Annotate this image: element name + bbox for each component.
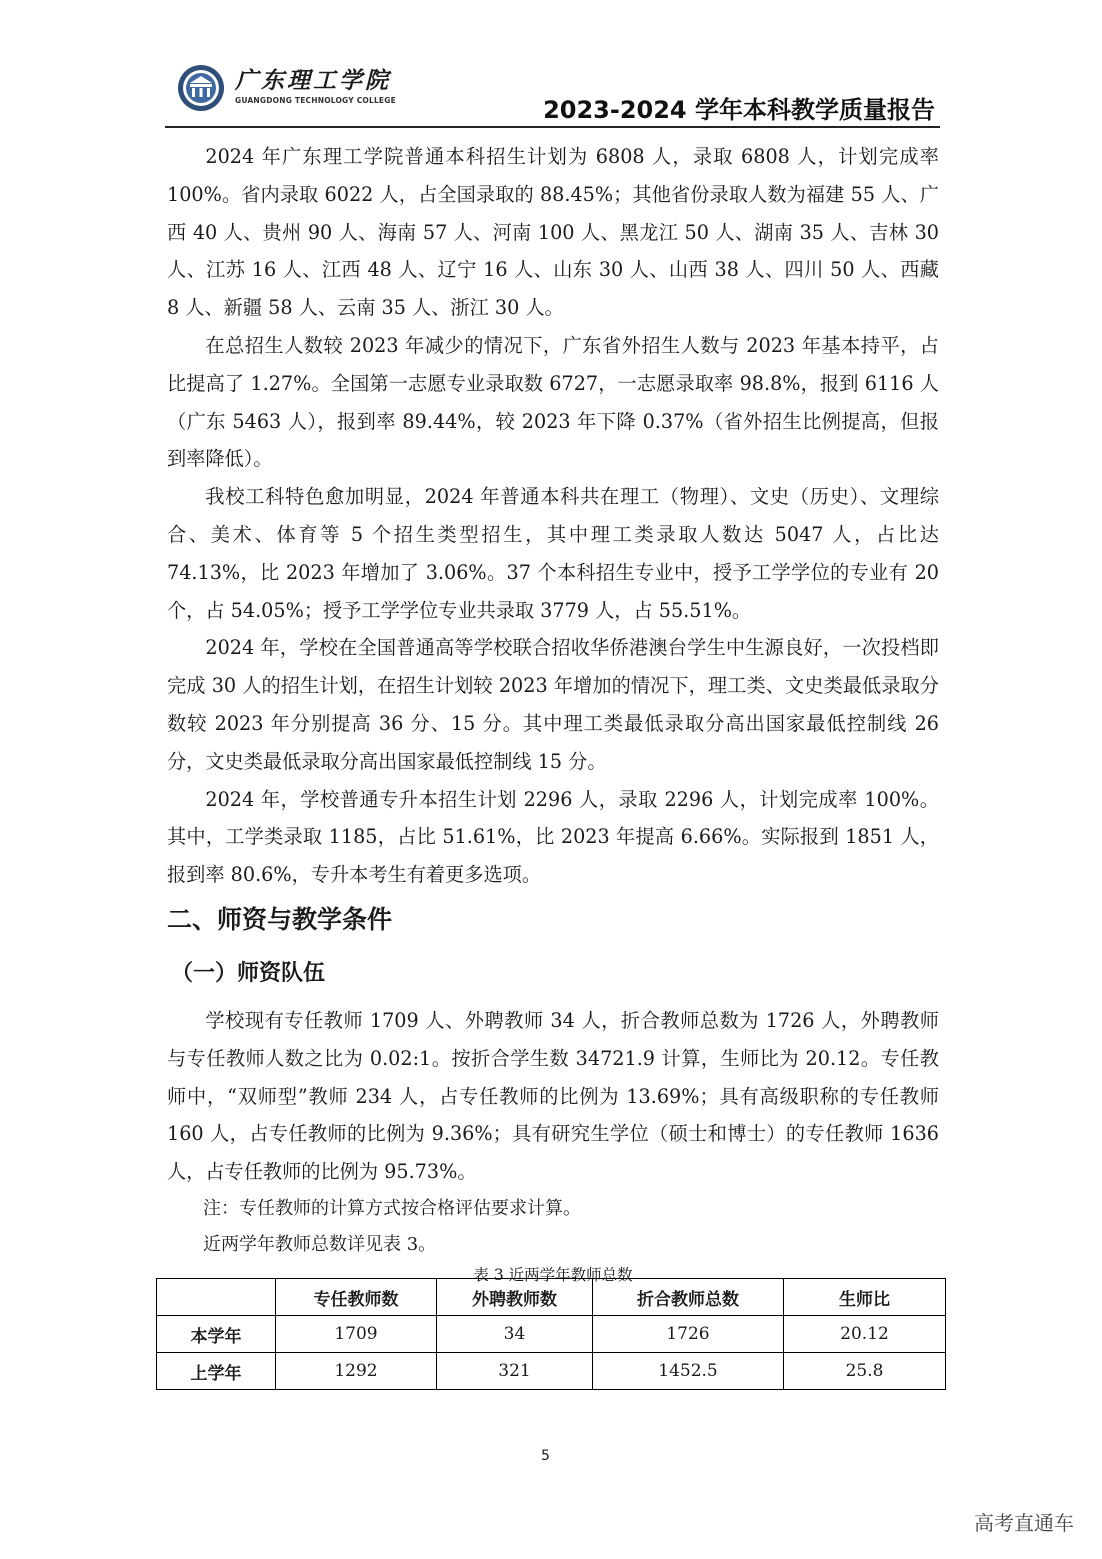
page-content <box>167 138 939 1287</box>
page-number: 5 <box>541 1448 550 1464</box>
table-cell: 1726 <box>593 1316 784 1353</box>
paragraph-faculty: 学校现有专任教师 1709 人、外聘教师 34 人，折合教师总数为 1726 人，外聘教师与专任教师人数之比为 0.02:1。按折合学生数 34721.9 计算，生师比为 20.12。专任教师中，“双师型”教师 234 人，占专任教师的比例为 13.69%；具有高级职称的专任教师 160 人，占专任教师的比例为 9.36%；具有研究生学位（硕士和博士）的专任教师 1636 人，占专任教师的比例为 95.73%。 <box>167 1008 939 1184</box>
school-name-en: GUANGDONG TECHNOLOGY COLLEGE <box>235 96 396 105</box>
table-cell: 1709 <box>276 1316 437 1353</box>
table-cell: 321 <box>437 1353 593 1390</box>
school-name-cn: 广东理工学院 <box>235 68 391 94</box>
paragraph-engineering: 我校工科特色愈加明显，2024 年普通本科共在理工（物理）、文史（历史）、文理综合、美术、体育等 5 个招生类型招生，其中理工类录取人数达 5047 人，占比达 74.13%，比 2023 年增加了 3.06%。37 个本科招生专业中，授予工学学位的专业有 20 个，占 54.05%；授予工学学位专业共录取 3779 人，占 55.51%。 <box>167 485 939 622</box>
paragraph-enrollment-plan: 2024 年广东理工学院普通本科招生计划为 6808 人，录取 6808 人，计划完成率 100%。省内录取 6022 人，占全国录取的 88.45%；其他省份录取人数为福建 55 人、广西 40 人、贵州 90 人、海南 57 人、河南 100 人、黑龙江 50 人、湖南 35 人、吉林 30 人、江苏 16 人、江西 48 人、辽宁 16 人、山东 30 人、山西 38 人、四川 50 人、西藏 8 人、新疆 58 人、云南 35 人、浙江 30 人。 <box>167 145 939 320</box>
table-caption: 表 3 近两学年教师总数 <box>473 1265 633 1284</box>
table-cell: 34 <box>437 1316 593 1353</box>
table-cell: 25.8 <box>784 1353 946 1390</box>
watermark-text: 高考直通车 <box>974 1511 1074 1535</box>
page-header <box>165 58 940 128</box>
table-cell: 1452.5 <box>593 1353 784 1390</box>
table-header-cell: 折合教师总数 <box>593 1279 784 1316</box>
table-header-cell <box>157 1279 276 1316</box>
table-row <box>157 1353 946 1390</box>
table-row-label: 上学年 <box>157 1353 276 1390</box>
table-row <box>157 1316 946 1353</box>
paragraph-overseas: 2024 年，学校在全国普通高等学校联合招收华侨港澳台学生中生源良好，一次投档即完成 30 人的招生计划，在招生计划较 2023 年增加的情况下，理工类、文史类最低录取分数较 2023 年分别提高 36 分、15 分。其中理工类最低录取分高出国家最低控制线 26 分，文史类最低录取分高出国家最低控制线 15 分。 <box>167 636 939 773</box>
table-header-cell: 外聘教师数 <box>437 1279 593 1316</box>
table-row-label: 本学年 <box>157 1316 276 1353</box>
subsection-heading: （一）师资队伍 <box>171 960 326 986</box>
table-cell: 1292 <box>276 1353 437 1390</box>
table-cell: 20.12 <box>784 1316 946 1353</box>
teacher-count-table <box>156 1278 946 1390</box>
school-logo-icon <box>177 64 225 112</box>
table-reference: 近两学年教师总数详见表 3。 <box>203 1233 437 1255</box>
paragraph-out-of-province: 在总招生人数较 2023 年减少的情况下，广东省外招生人数与 2023 年基本持平，占比提高了 1.27%。全国第一志愿专业录取数 6727，一志愿录取率 98.8%，报到 6116 人（广东 5463 人），报到率 89.44%，较 2023 年下降 0.37%（省外招生比例提高，但报到率降低）。 <box>167 333 939 471</box>
note-text: 注：专任教师的计算方式按合格评估要求计算。 <box>203 1197 581 1219</box>
paragraph-upgrade: 2024 年，学校普通专升本招生计划 2296 人，录取 2296 人，计划完成率 100%。其中，工学类录取 1185，占比 51.61%，比 2023 年提高 6.66%。实际报到 1851 人，报到率 80.6%，专升本考生有着更多选项。 <box>167 787 939 887</box>
table-header-cell: 专任教师数 <box>276 1279 437 1316</box>
table-header-cell: 生师比 <box>784 1279 946 1316</box>
report-title: 2023-2024 学年本科教学质量报告 <box>543 96 935 124</box>
section-heading: 二、师资与教学条件 <box>167 904 393 934</box>
table-header-row <box>157 1279 946 1316</box>
